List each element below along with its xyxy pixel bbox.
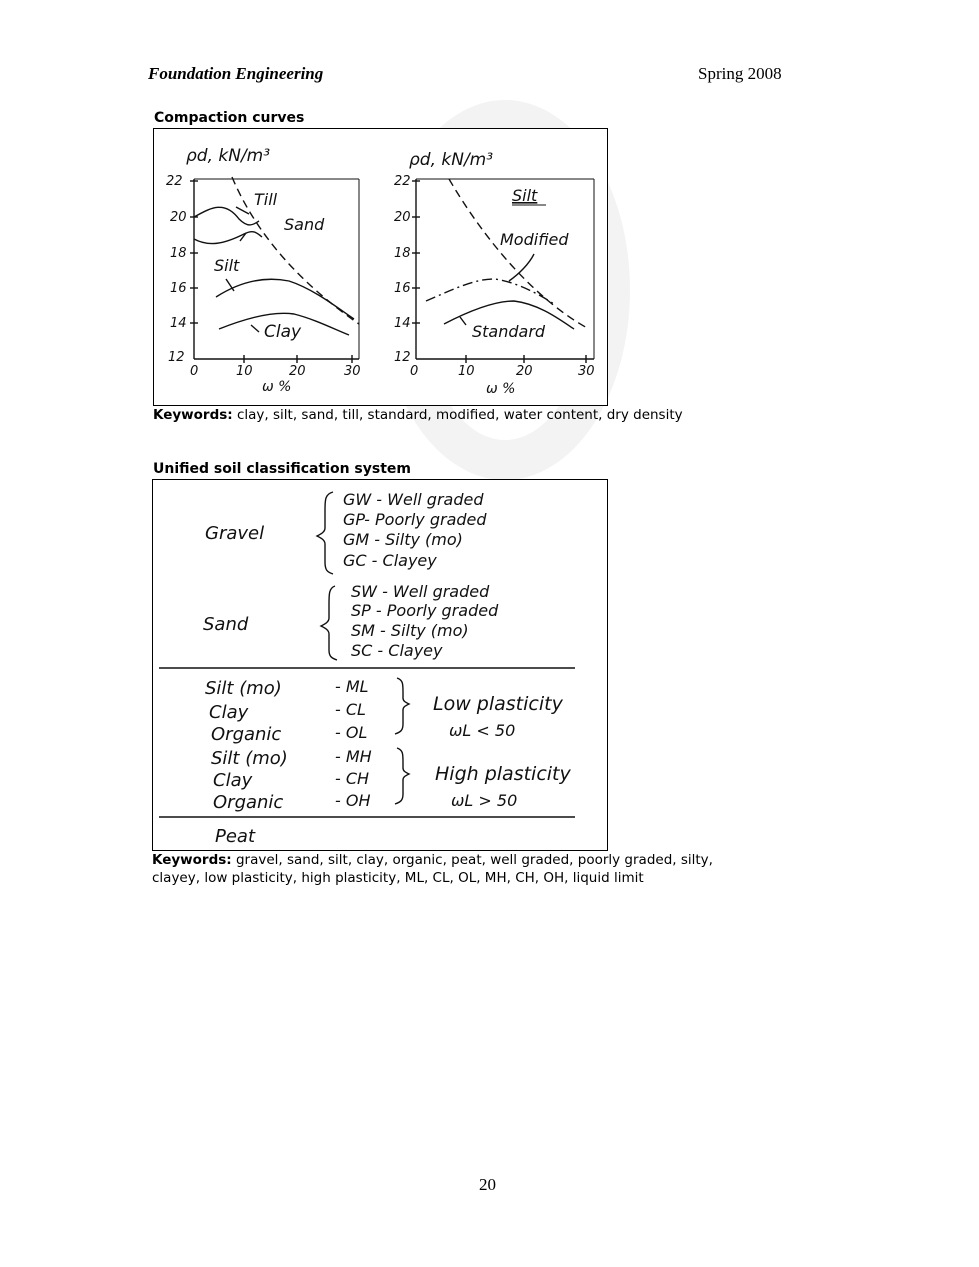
- high-plasticity-limit: ωL > 50: [451, 791, 518, 810]
- fine-name: Clay: [213, 770, 253, 791]
- keywords-text: clay, silt, sand, till, standard, modified, water content, dry density: [232, 407, 683, 423]
- right-xtick: 10: [458, 364, 475, 379]
- left-ylabel: ρd, kN/m³: [186, 146, 271, 166]
- fine-code: - OL: [335, 723, 368, 742]
- right-ytick: 14: [394, 316, 411, 331]
- keywords-text-line1: gravel, sand, silt, clay, organic, peat, well graded, poorly graded, silty,: [231, 852, 713, 868]
- silt-panel-title: Silt: [512, 186, 538, 205]
- gravel-gw: GW - Well graded: [343, 490, 484, 509]
- left-xtick: 10: [236, 364, 253, 379]
- left-xtick: 30: [344, 364, 361, 379]
- uscs-title: Unified soil classification system: [153, 461, 411, 477]
- right-ytick: 20: [394, 210, 411, 225]
- standard-label: Standard: [472, 322, 546, 341]
- page-number: 20: [479, 1175, 496, 1194]
- modified-label: Modified: [500, 230, 569, 249]
- right-xlabel: ω %: [486, 381, 516, 397]
- fine-code: - ML: [335, 677, 369, 696]
- right-ytick: 22: [394, 174, 411, 189]
- keywords-text-line2: clayey, low plasticity, high plasticity, ML, CL, OL, MH, CH, OH, liquid limit: [152, 870, 644, 886]
- sand-label: Sand: [284, 215, 325, 234]
- fine-code: - CH: [335, 769, 370, 788]
- compaction-keywords: [153, 406, 683, 424]
- right-xtick: 0: [410, 364, 419, 379]
- left-ytick: 16: [170, 281, 187, 296]
- right-xtick: 30: [578, 364, 595, 379]
- compaction-curves-title: Compaction curves: [154, 110, 305, 126]
- right-ytick: 16: [394, 281, 411, 296]
- right-ytick: 12: [394, 350, 411, 365]
- clay-label: Clay: [264, 322, 302, 342]
- left-ytick: 12: [168, 350, 185, 365]
- high-plasticity-label: High plasticity: [435, 763, 571, 785]
- fine-name: Organic: [213, 792, 284, 813]
- fine-name: Clay: [209, 702, 249, 723]
- uscs-keywords: [152, 851, 713, 887]
- fine-code: - OH: [335, 791, 371, 810]
- sand-sm: SM - Silty (mo): [351, 621, 469, 640]
- sand-label: Sand: [203, 614, 249, 635]
- fine-code: - MH: [335, 747, 372, 766]
- sand-sw: SW - Well graded: [351, 582, 490, 601]
- sand-sc: SC - Clayey: [351, 641, 443, 660]
- left-xtick: 0: [190, 364, 199, 379]
- peat-label: Peat: [215, 826, 256, 847]
- left-ytick: 22: [166, 174, 183, 189]
- left-ytick: 18: [170, 246, 187, 261]
- gravel-label: Gravel: [205, 523, 265, 544]
- gravel-gm: GM - Silty (mo): [343, 530, 463, 549]
- left-xlabel: ω %: [262, 379, 292, 395]
- fine-name: Silt (mo): [211, 748, 288, 769]
- sand-sp: SP - Poorly graded: [351, 601, 499, 620]
- right-ylabel: ρd, kN/m³: [409, 150, 494, 170]
- left-ytick: 20: [170, 210, 187, 225]
- gravel-gp: GP- Poorly graded: [343, 510, 487, 529]
- course-title: Foundation Engineering: [148, 64, 324, 83]
- uscs-figure: [152, 479, 608, 851]
- fine-name: Silt (mo): [205, 678, 282, 699]
- low-plasticity-label: Low plasticity: [433, 693, 563, 715]
- gravel-gc: GC - Clayey: [343, 551, 437, 570]
- keywords-label: Keywords:: [152, 852, 232, 868]
- fine-code: - CL: [335, 700, 366, 719]
- keywords-label: Keywords:: [153, 407, 233, 423]
- compaction-curves-figure: [153, 128, 608, 406]
- left-ytick: 14: [170, 316, 187, 331]
- low-plasticity-limit: ωL < 50: [449, 721, 516, 740]
- fine-name: Organic: [211, 724, 282, 745]
- term-label: Spring 2008: [698, 64, 782, 83]
- till-label: Till: [254, 190, 278, 209]
- right-xtick: 20: [516, 364, 533, 379]
- silt-label: Silt: [214, 256, 240, 275]
- left-xtick: 20: [289, 364, 306, 379]
- right-ytick: 18: [394, 246, 411, 261]
